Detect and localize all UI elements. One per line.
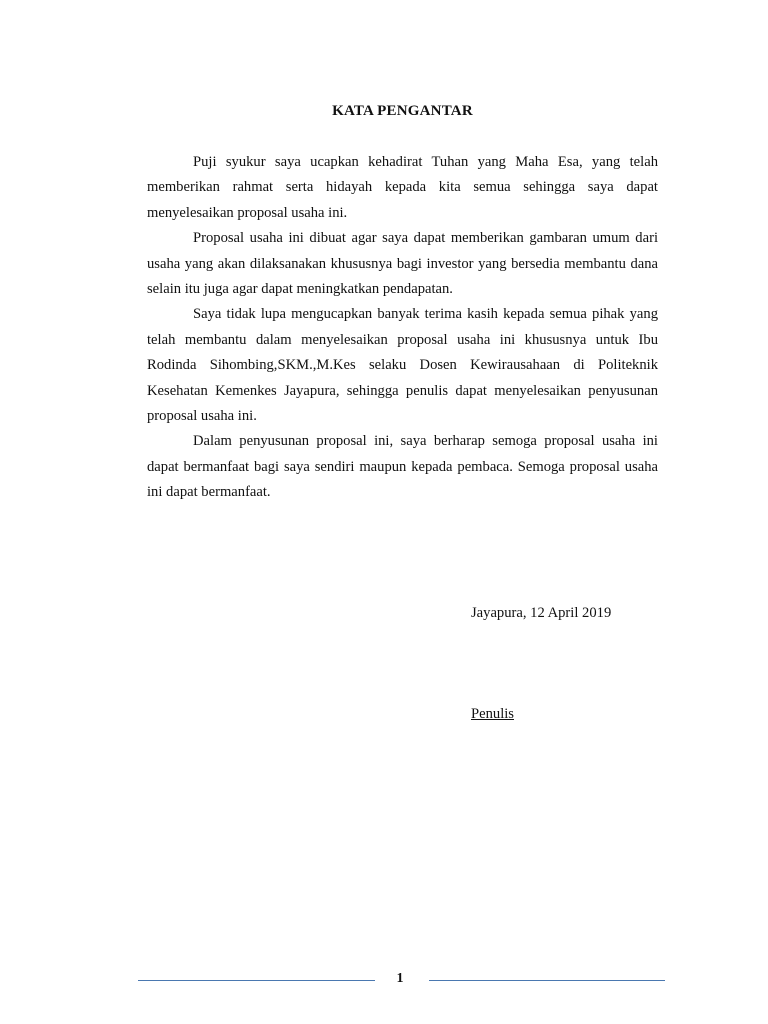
page-title: KATA PENGANTAR xyxy=(332,103,473,119)
paragraph-3: Saya tidak lupa mengucapkan banyak terima kasih kepada semua pihak yang telah membantu dalam menyelesaikan proposal usaha ini khususnya untuk Ibu Rodinda Sihombing,SKM.,M.Kes selaku Dosen Kewirausahaan di Politeknik Kesehatan Kemenkes Jayapura, sehingga penulis dapat menyelesaikan penyusunan proposal usaha ini. xyxy=(147,306,658,425)
footer-divider-right xyxy=(429,980,665,981)
paragraph-2: Proposal usaha ini dibuat agar saya dapat memberikan gambaran umum dari usaha yang akan dilaksanakan khususnya bagi investor yang bersedia membantu dana selain itu juga agar dapat meningkatkan pendapatan. xyxy=(147,230,658,298)
body-text xyxy=(147,150,658,506)
paragraph-4: Dalam penyusunan proposal ini, saya berharap semoga proposal usaha ini dapat bermanfaat bagi saya sendiri maupun kepada pembaca. Semoga proposal usaha ini dapat bermanfaat. xyxy=(147,433,658,501)
signer-name: Penulis xyxy=(471,706,514,722)
page-number: 1 xyxy=(396,971,404,986)
footer-divider-left xyxy=(138,980,375,981)
paragraph-1: Puji syukur saya ucapkan kehadirat Tuhan yang Maha Esa, yang telah memberikan rahmat serta hidayah kepada kita semua sehingga saya dapat menyelesaikan proposal usaha ini. xyxy=(147,154,658,221)
place-date: Jayapura, 12 April 2019 xyxy=(471,605,612,621)
